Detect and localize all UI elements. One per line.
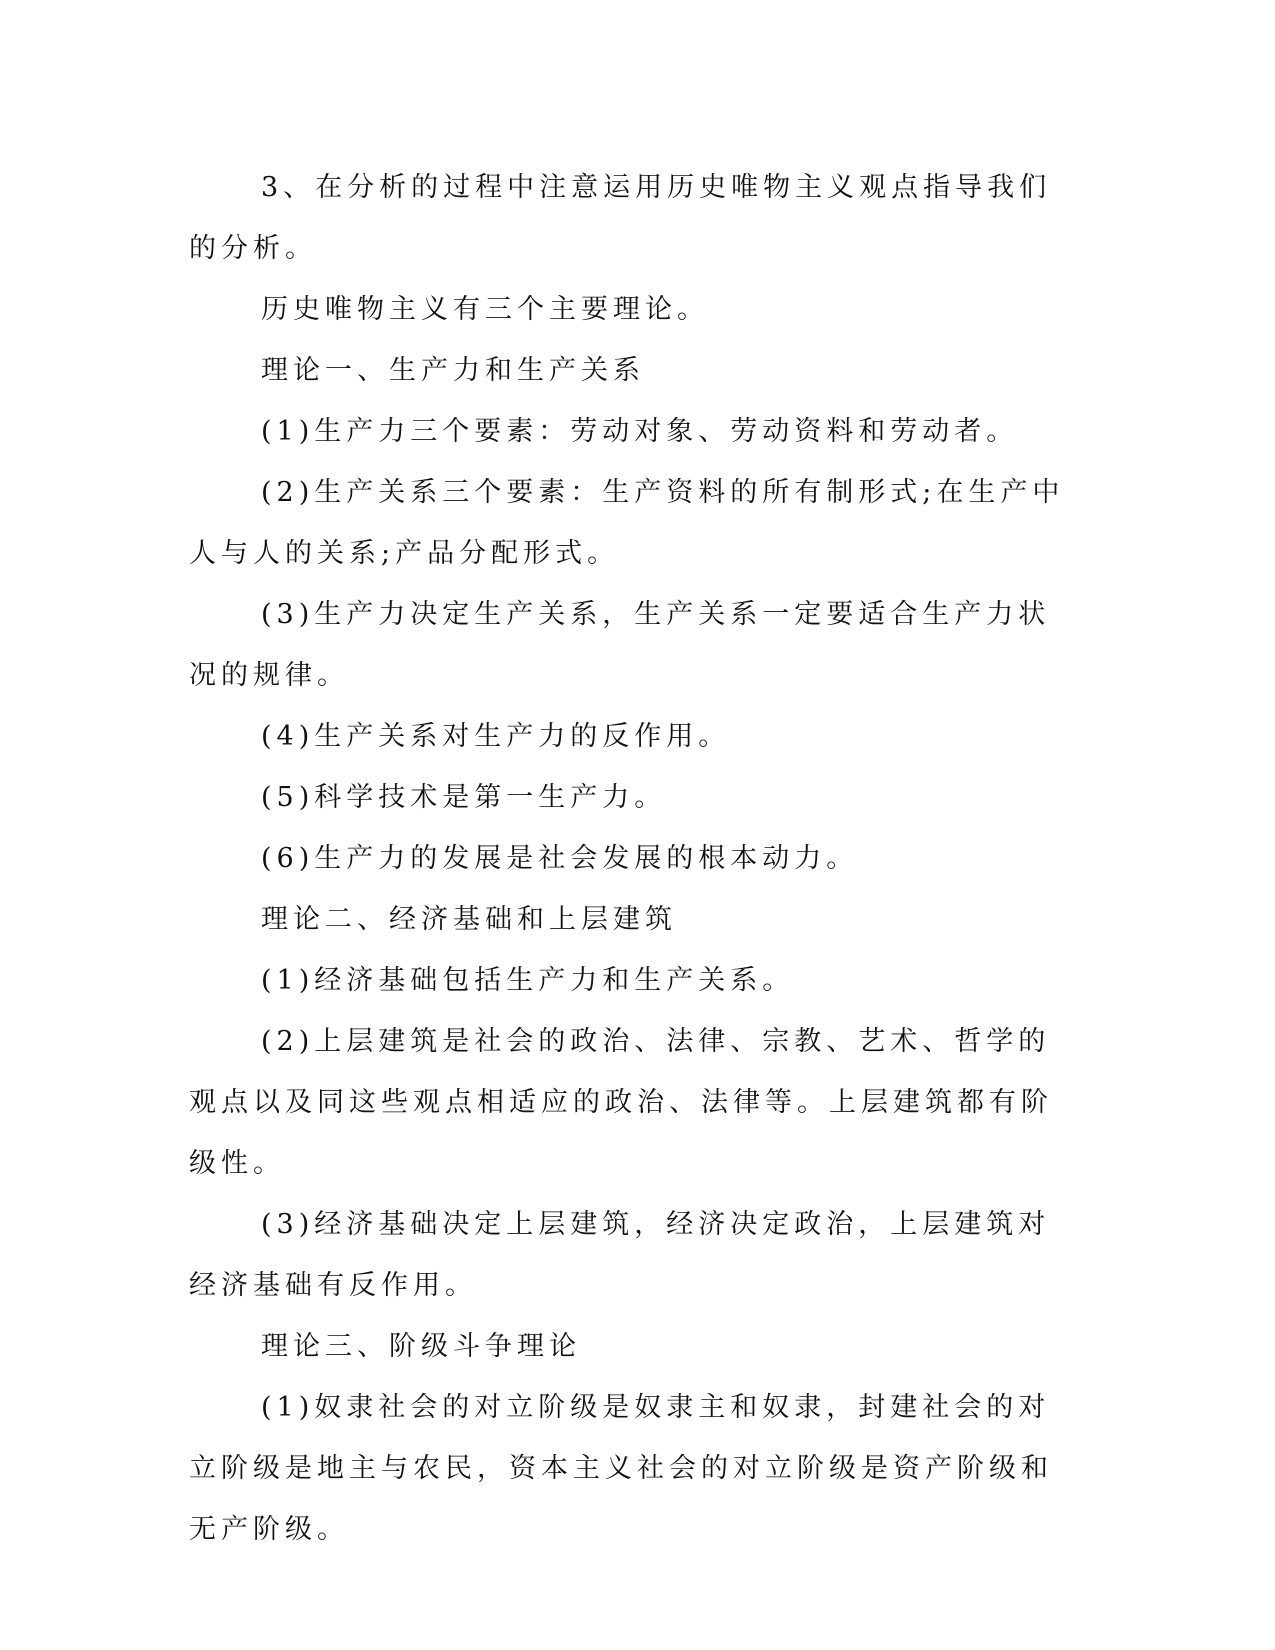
document-body <box>189 157 1074 1560</box>
paragraph-analysis-note: 3、在分析的过程中注意运用历史唯物主义观点指导我们的分析。 <box>189 172 1052 264</box>
paragraph-theory-one-item-6: (6)生产力的发展是社会发展的根本动力。 <box>261 843 859 874</box>
paragraph-theory-one-item-3: (3)生产力决定生产关系，生产关系一定要适合生产力状况的规律。 <box>189 599 1051 691</box>
heading-theory-three: 理论三、阶级斗争理论 <box>261 1331 581 1362</box>
paragraph-theory-one-item-2: (2)生产关系三个要素：生产资料的所有制形式;在生产中人与人的关系;产品分配形式。 <box>189 477 1065 569</box>
paragraph-theory-one-item-1: (1)生产力三个要素：劳动对象、劳动资料和劳动者。 <box>261 416 1019 447</box>
paragraph-theory-three-item-1: (1)奴隶社会的对立阶级是奴隶主和奴隶，封建社会的对立阶级是地主与农民，资本主义社会的对立阶级是资产阶级和无产阶级。 <box>189 1392 1053 1545</box>
heading-theory-one: 理论一、生产力和生产关系 <box>261 355 645 386</box>
paragraph-theory-two-item-2: (2)上层建筑是社会的政治、法律、宗教、艺术、哲学的观点以及同这些观点相适应的政治、法律等。上层建筑都有阶级性。 <box>189 1026 1053 1179</box>
paragraph-theory-one-item-4: (4)生产关系对生产力的反作用。 <box>261 721 731 752</box>
paragraph-theory-two-item-1: (1)经济基础包括生产力和生产关系。 <box>261 965 795 996</box>
paragraph-theory-two-item-3: (3)经济基础决定上层建筑，经济决定政治，上层建筑对经济基础有反作用。 <box>189 1209 1051 1301</box>
paragraph-three-theories: 历史唯物主义有三个主要理论。 <box>261 294 709 325</box>
paragraph-theory-one-item-5: (5)科学技术是第一生产力。 <box>261 782 667 813</box>
heading-theory-two: 理论二、经济基础和上层建筑 <box>261 904 677 935</box>
